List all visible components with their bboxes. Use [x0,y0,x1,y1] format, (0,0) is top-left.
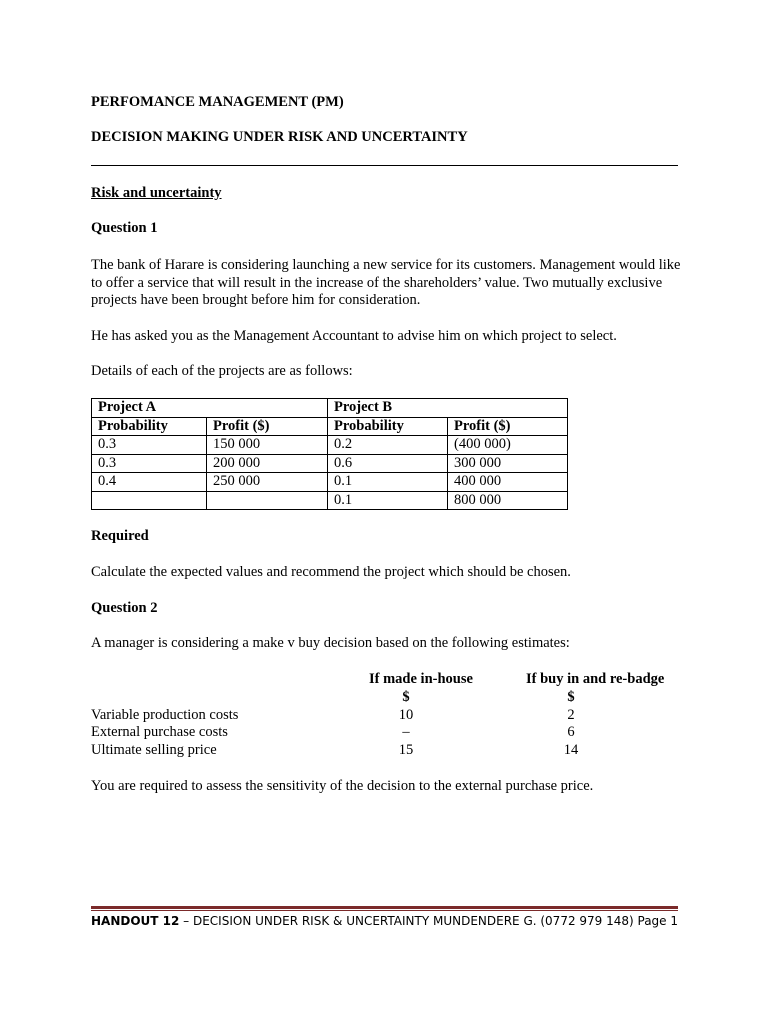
buy-value: 14 [563,742,579,759]
table-row [91,724,691,742]
question-1-details-intro: Details of each of the projects are as follows: [91,363,353,379]
page-footer [91,913,678,929]
table-cell: 0.1 [328,473,448,492]
row-label: Ultimate selling price [91,742,217,759]
table-cell: 0.2 [328,436,448,455]
required-label: Required [91,528,149,544]
table-row [91,707,691,725]
table-cell: 400 000 [448,473,568,492]
table-row [91,742,691,760]
table-header-row [92,399,568,418]
footer-rule [91,906,678,909]
question-1-paragraph: The bank of Harare is considering launching a new service for its customers. Management would like to offer a service that will result in the increase of the shareholders’ value. Two mutually exclusive projects have been brought before him for consideration. [91,257,681,308]
table-row [92,436,568,455]
table-cell: 0.6 [328,454,448,473]
project-b-header: Project B [328,399,568,418]
table-cell: 0.3 [92,436,207,455]
project-a-profit-header: Profit ($) [207,417,328,436]
make-or-buy-header-row [91,671,691,689]
made-in-house-header: If made in-house [369,671,473,687]
table-row [92,473,568,492]
make-or-buy-unit-row [91,689,691,707]
buy-in-header: If buy in and re-badge [526,671,665,687]
question-2-label: Question 2 [91,600,158,616]
make-or-buy-table [91,671,691,760]
row-label: External purchase costs [91,724,228,741]
required-text: Calculate the expected values and recommend the project which should be chosen. [91,564,571,580]
question-2-intro: A manager is considering a make v buy decision based on the following estimates: [91,635,570,651]
table-cell: 200 000 [207,454,328,473]
title-divider [91,165,678,166]
table-row [92,491,568,510]
made-value: 15 [398,742,414,759]
table-cell: 250 000 [207,473,328,492]
buy-value: 2 [567,706,575,723]
row-label: Variable production costs [91,706,239,723]
question-1-request: He has asked you as the Management Accountant to advise him on which project to select. [91,328,617,344]
made-value: – [402,724,410,741]
table-cell [92,491,207,510]
project-a-header: Project A [92,399,328,418]
question-2-instruction: You are required to assess the sensitivity of the decision to the external purchase price. [91,778,594,794]
table-cell: 0.1 [328,491,448,510]
document-subtitle: DECISION MAKING UNDER RISK AND UNCERTAINTY [91,129,468,145]
projects-table [91,398,568,510]
project-b-profit-header: Profit ($) [448,417,568,436]
table-cell: 800 000 [448,491,568,510]
buy-value: 6 [567,724,575,741]
table-column-row [92,417,568,436]
page-number: Page 1 [637,914,678,928]
question-1-label: Question 1 [91,220,158,236]
footer-rule-thin [91,910,678,911]
made-value: 10 [398,706,414,723]
document-title: PERFOMANCE MANAGEMENT (PM) [91,94,344,110]
table-cell: 300 000 [448,454,568,473]
section-heading: Risk and uncertainty [91,185,222,201]
buy-unit: $ [567,688,575,705]
footer-handout-label: HANDOUT 12 [91,914,180,928]
table-cell: 0.4 [92,473,207,492]
table-cell: 150 000 [207,436,328,455]
table-row [92,454,568,473]
table-cell: (400 000) [448,436,568,455]
made-unit: $ [402,688,410,705]
table-cell: 0.3 [92,454,207,473]
project-a-probability-header: Probability [92,417,207,436]
footer-text: – DECISION UNDER RISK & UNCERTAINTY MUNDENDERE G. (0772 979 148) [179,914,634,928]
table-cell [207,491,328,510]
project-b-probability-header: Probability [328,417,448,436]
